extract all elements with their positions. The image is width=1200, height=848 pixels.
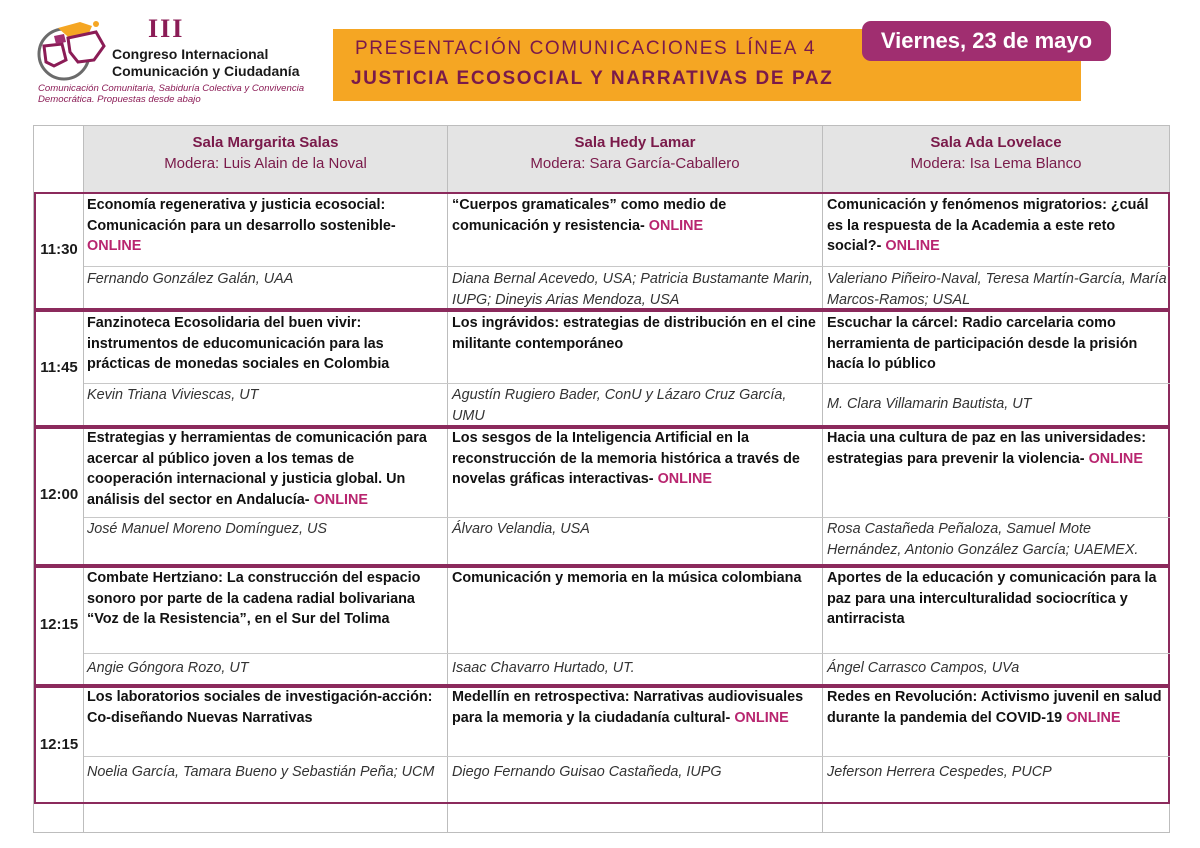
session-title: Los sesgos de la Inteligencia Artificial en la reconstrucción de la memoria histórica a través de novelas gráficas interactivas- ONLINE <box>452 430 800 487</box>
session-authors: Isaac Chavarro Hurtado, UT. <box>452 660 635 676</box>
session-authors: Noelia García, Tamara Bueno y Sebastián Peña; UCM <box>87 764 435 780</box>
session-title: Economía regenerativa y justicia ecosocial: Comunicación para un desarrollo sostenible- ONLINE <box>87 197 396 254</box>
session-authors: Diego Fernando Guisao Castañeda, IUPG <box>452 764 722 780</box>
slot-time: 12:00 <box>39 486 79 503</box>
session-title: Los ingrávidos: estrategias de distribución en el cine militante contemporáneo <box>452 315 816 352</box>
moderator: Modera: Sara García-Caballero <box>530 155 740 172</box>
banner-title: PRESENTACIÓN COMUNICACIONES LÍNEA 4 <box>355 38 817 59</box>
online-tag: ONLINE <box>657 471 712 487</box>
session-title: Estrategias y herramientas de comunicación para acercar al público joven a los temas de cooperación internacional y justicia global. Un análisis del sector en Andalucía- ONLINE <box>87 430 427 508</box>
session-authors: Fernando González Galán, UAA <box>87 271 294 287</box>
time-slot-row <box>34 192 1170 310</box>
session-title: Fanzinoteca Ecosolidaria del buen vivir: instrumentos de educomunicación para las prácticas de monedas sociales en Colombia <box>87 315 390 372</box>
online-tag: ONLINE <box>1066 709 1121 726</box>
session-authors: Álvaro Velandia, USA <box>452 521 590 537</box>
column-header-hedy-lamar <box>448 126 822 192</box>
row-divider <box>84 517 1170 518</box>
session-title: Redes en Revolución: Activismo juvenil en salud durante la pandemia del COVID-19 ONLINE <box>827 689 1162 726</box>
time-slot-row <box>34 566 1170 686</box>
online-tag: ONLINE <box>87 238 142 254</box>
moderator: Modera: Isa Lema Blanco <box>910 155 1082 172</box>
banner-subtitle: JUSTICIA ECOSOCIAL Y NARRATIVAS DE PAZ <box>351 68 834 89</box>
session-title: “Cuerpos gramaticales” como medio de comunicación y resistencia- ONLINE <box>452 197 727 234</box>
session-authors: Kevin Triana Viviescas, UT <box>87 387 259 403</box>
congress-logo <box>30 10 330 105</box>
session-title: Hacia una cultura de paz en las universidades: estrategias para prevenir la violencia- ONLINE <box>827 430 1147 467</box>
online-tag: ONLINE <box>313 491 368 508</box>
room-name: Sala Hedy Lamar <box>574 134 696 151</box>
session-title: Aportes de la educación y comunicación para la paz para una interculturalidad sociocrítica y antirracista <box>827 570 1157 627</box>
column-header-margarita-salas <box>84 126 447 192</box>
session-authors: M. Clara Villamarin Bautista, UT <box>827 396 1032 412</box>
logo-title-line1: Congreso Internacional <box>112 46 269 62</box>
moderator: Modera: Luis Alain de la Noval <box>164 155 367 172</box>
row-divider <box>84 383 1170 384</box>
room-name: Sala Ada Lovelace <box>930 134 1062 151</box>
time-slot-row <box>34 686 1170 804</box>
online-tag: ONLINE <box>885 238 940 254</box>
session-authors: José Manuel Moreno Domínguez, US <box>87 521 327 537</box>
slot-time: 12:15 <box>39 736 79 753</box>
column-header-ada-lovelace <box>823 126 1169 192</box>
logo-edition: III <box>148 14 185 43</box>
session-title: Comunicación y fenómenos migratorios: ¿cuál es la respuesta de la Academia a este reto social?- ONLINE <box>827 197 1149 254</box>
time-slot-row <box>34 427 1170 566</box>
session-title: Comunicación y memoria en la música colombiana <box>452 570 802 586</box>
logo-title-line2: Comunicación y Ciudadanía <box>112 63 300 79</box>
slot-time: 11:30 <box>40 241 78 258</box>
online-tag: ONLINE <box>734 709 789 726</box>
time-slot-row <box>34 310 1170 427</box>
slot-time: 11:45 <box>40 359 78 376</box>
row-divider <box>84 756 1170 757</box>
online-tag: ONLINE <box>1088 450 1143 467</box>
session-title: Combate Hertziano: La construcción del espacio sonoro por parte de la cadena radial bolivariana “Voz de la Resistencia”, en el Sur del Tolima <box>87 570 421 627</box>
session-authors: Rosa Castañeda Peñaloza, Samuel Mote Hernández, Antonio González García; UAEMEX. <box>827 521 1139 558</box>
date-badge: Viernes, 23 de mayo <box>862 21 1111 61</box>
session-authors: Ángel Carrasco Campos, UVa <box>827 660 1020 676</box>
session-authors: Agustín Rugiero Bader, ConU y Lázaro Cruz García, UMU <box>452 387 787 424</box>
session-title: Medellín en retrospectiva: Narrativas audiovisuales para la memoria y la ciudadanía cultural- ONLINE <box>452 689 804 726</box>
row-divider <box>84 266 1170 267</box>
row-divider <box>84 653 1170 654</box>
session-authors: Jeferson Herrera Cespedes, PUCP <box>827 764 1052 780</box>
session-authors: Diana Bernal Acevedo, USA; Patricia Bustamante Marin, IUPG; Dineyis Arias Mendoza, USA <box>452 271 814 308</box>
session-title: Los laboratorios sociales de investigación-acción: Co-diseñando Nuevas Narrativas <box>87 689 433 726</box>
online-tag: ONLINE <box>648 217 704 234</box>
logo-tagline: Comunicación Comunitaria, Sabiduría Colectiva y Convivencia Democrática. Propuestas desde abajo <box>38 83 305 105</box>
slot-time: 12:15 <box>39 616 79 633</box>
speech-bubbles-logo-icon <box>34 16 110 88</box>
room-name: Sala Margarita Salas <box>192 134 339 151</box>
session-title: Escuchar la cárcel: Radio carcelaria como herramienta de participación desde la prisión hacía lo público <box>827 315 1138 372</box>
session-authors: Valeriano Piñeiro-Naval, Teresa Martín-García, María Marcos-Ramos; USAL <box>827 271 1167 308</box>
session-authors: Angie Góngora Rozo, UT <box>87 660 249 676</box>
